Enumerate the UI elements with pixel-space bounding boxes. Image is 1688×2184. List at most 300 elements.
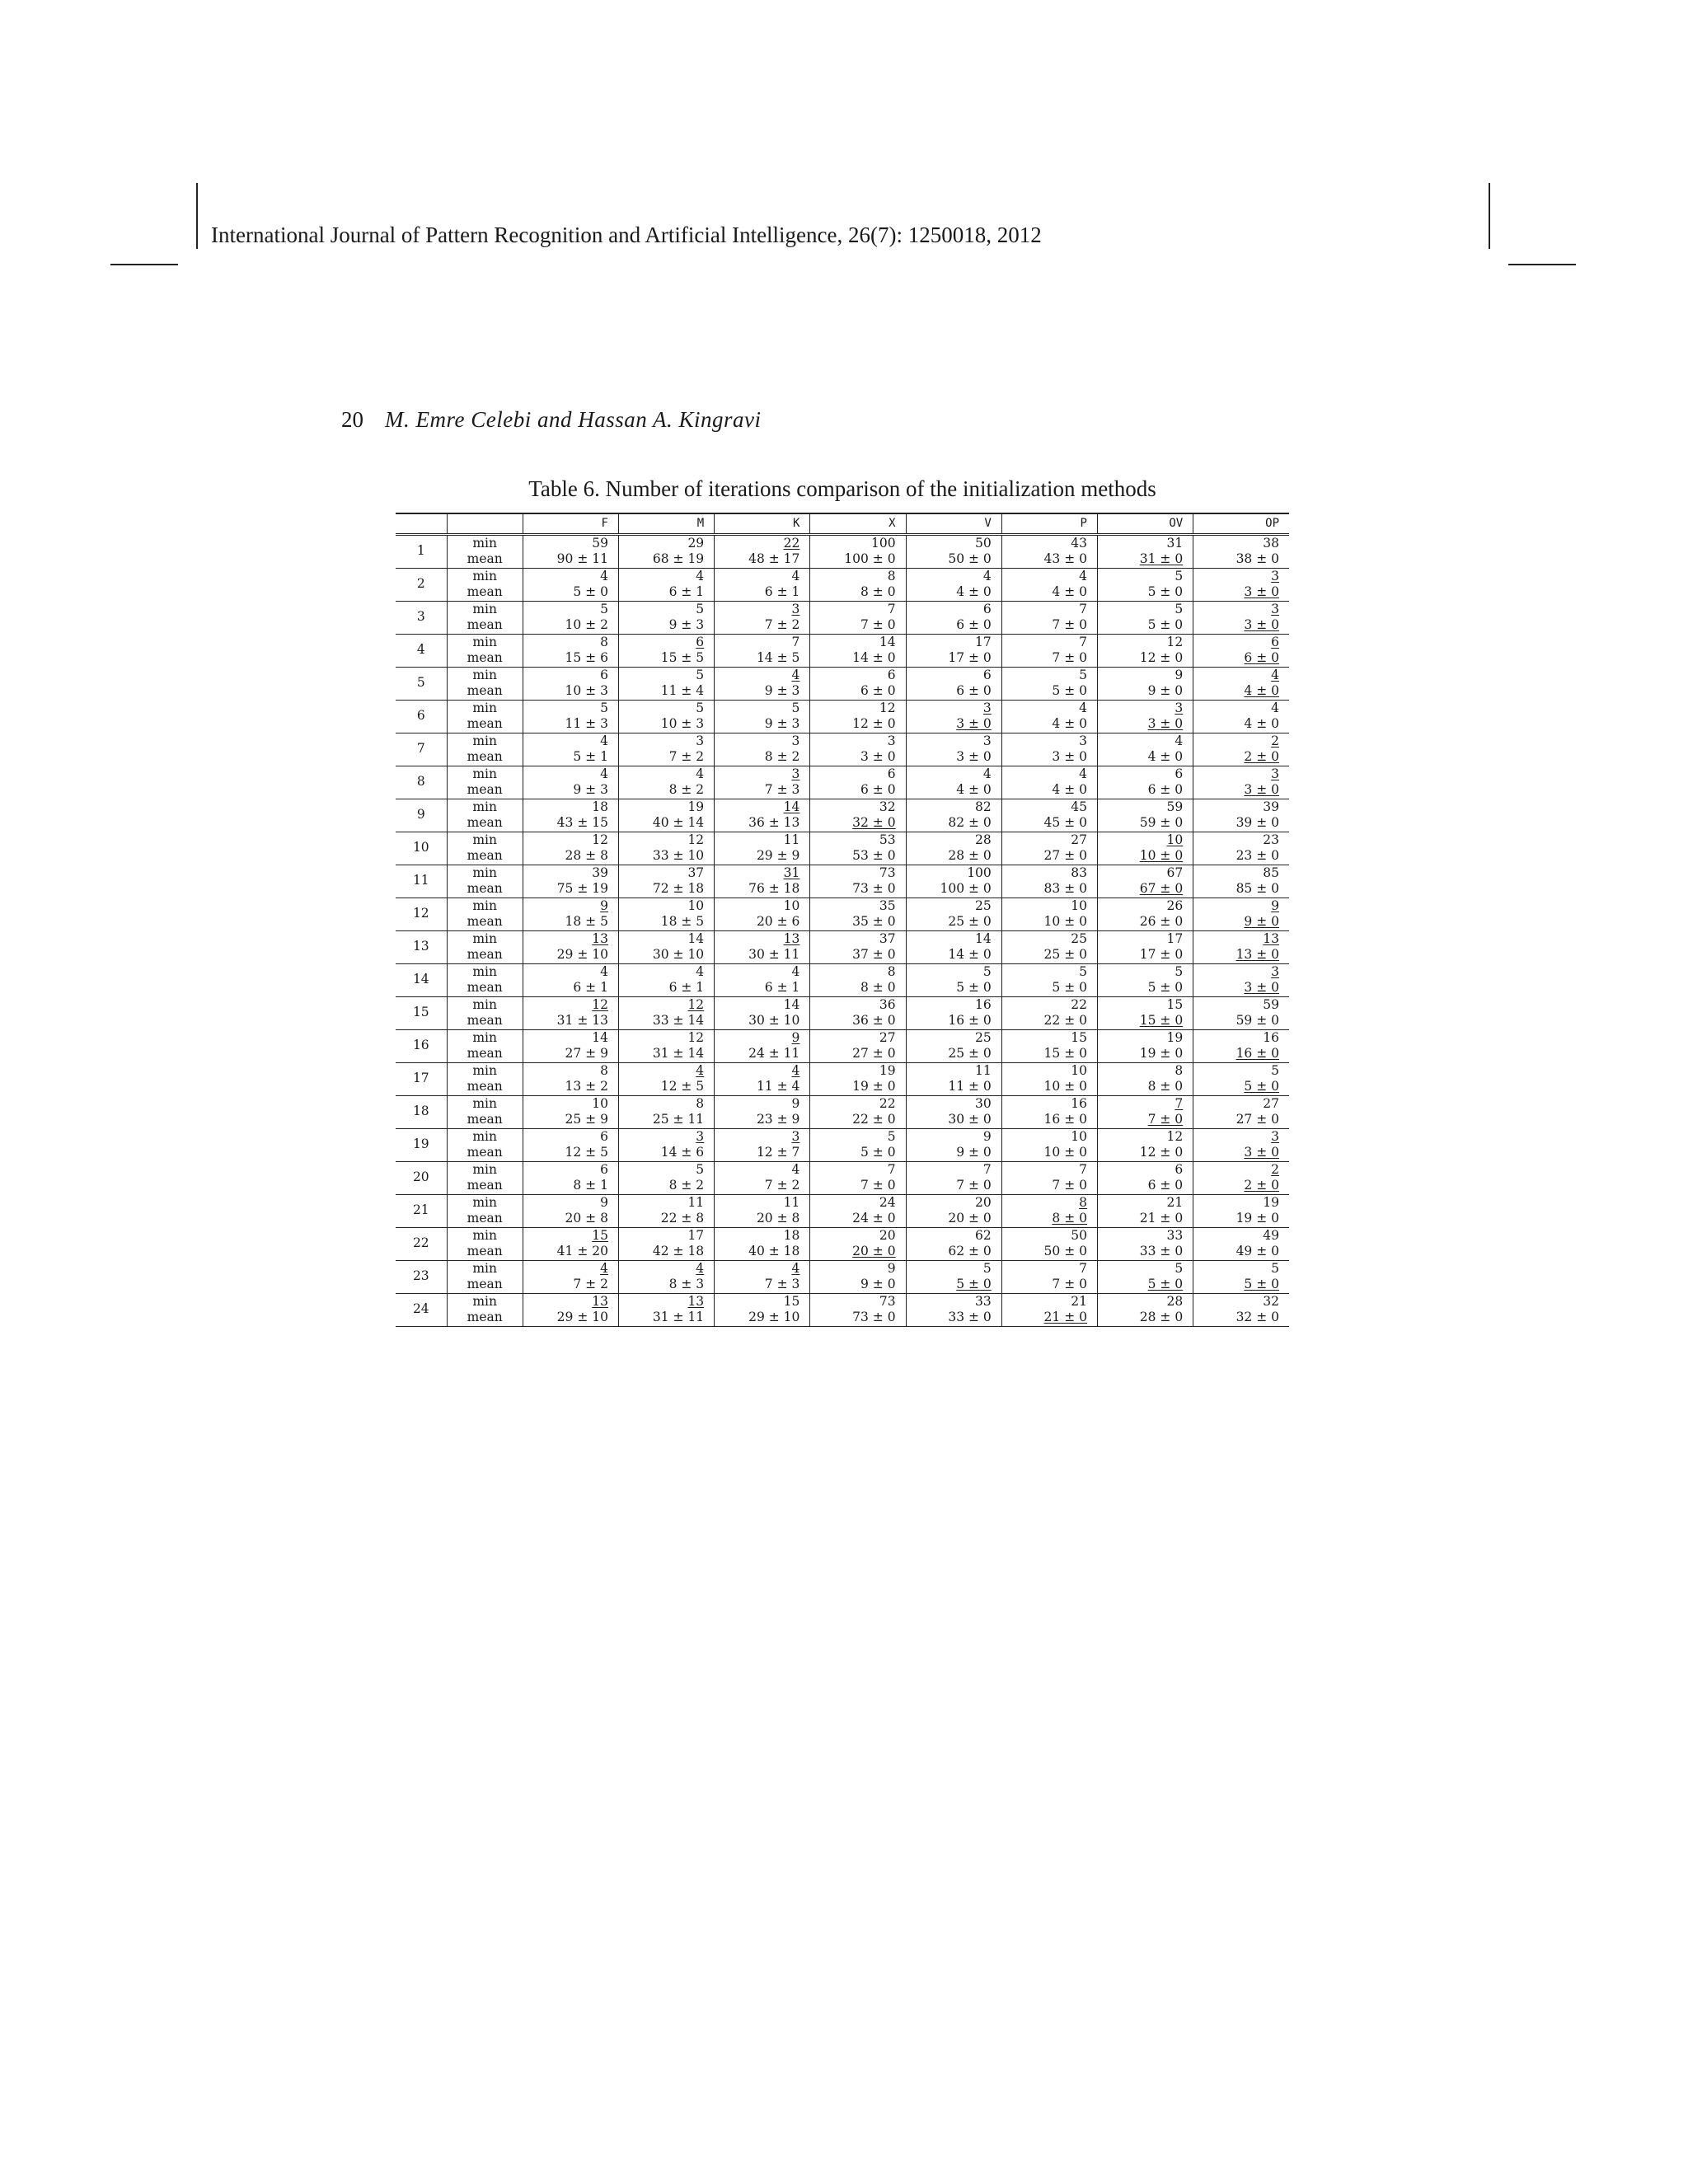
best-value: 3 (791, 766, 800, 781)
table-cell: 10 ± 0 (1001, 914, 1097, 930)
table-cell: 14 (906, 930, 1001, 947)
table-cell: 8 ± 3 (618, 1277, 714, 1293)
table-cell: 7 (810, 1161, 906, 1178)
table-cell: 33 (906, 1293, 1001, 1310)
dataset-index: 2 (396, 568, 447, 601)
best-value: 5 ± 0 (1244, 1277, 1279, 1291)
table-cell: 5 (1097, 601, 1193, 617)
table-cell (1193, 1079, 1289, 1095)
table-row-mean (396, 650, 1289, 667)
stat-label: mean (447, 584, 523, 601)
table-cell: 75 ± 19 (523, 881, 618, 898)
table-cell: 8 (1097, 1062, 1193, 1079)
table-cell: 12 (1097, 634, 1193, 650)
best-value: 13 (592, 1293, 608, 1309)
table-cell: 5 (1193, 1260, 1289, 1277)
table-cell (1001, 1310, 1097, 1326)
table-cell: 5 (715, 700, 810, 716)
table-cell: 4 (1193, 700, 1289, 716)
table-cell: 27 ± 0 (1193, 1112, 1289, 1128)
table-cell: 43 ± 15 (523, 815, 618, 832)
table-cell: 4 ± 0 (1001, 584, 1097, 601)
page-number: 20 (341, 407, 363, 432)
table-cell: 7 ± 3 (715, 782, 810, 799)
table-cell: 5 (1097, 568, 1193, 584)
table-cell: 10 (715, 898, 810, 914)
best-value: 3 (791, 601, 800, 616)
table-cell (1193, 683, 1289, 700)
best-value: 15 (592, 1227, 608, 1243)
table-cell (1193, 1046, 1289, 1062)
table-caption: Table 6. Number of iterations comparison of the initialization methods (528, 476, 1156, 501)
table-cell: 22 (810, 1095, 906, 1112)
stat-label: min (447, 1161, 523, 1178)
stat-label: min (447, 1062, 523, 1079)
table-header-row (396, 513, 1289, 534)
table-cell: 9 ± 3 (715, 716, 810, 733)
table-cell: 4 (618, 766, 714, 782)
table-cell: 45 ± 0 (1001, 815, 1097, 832)
table-cell: 9 (715, 1095, 810, 1112)
table-row-min (396, 832, 1289, 848)
stat-label: mean (447, 1145, 523, 1161)
table-cell: 49 ± 0 (1193, 1244, 1289, 1260)
stat-label: min (447, 1260, 523, 1277)
best-value: 8 (1079, 1194, 1087, 1210)
table-cell (1097, 700, 1193, 716)
table-row-mean (396, 815, 1289, 832)
table-cell (1193, 667, 1289, 683)
table-row-min (396, 1161, 1289, 1178)
table-cell: 4 ± 0 (1193, 716, 1289, 733)
stat-label: min (447, 865, 523, 881)
table-cell: 53 ± 0 (810, 848, 906, 865)
best-value: 32 ± 0 (852, 815, 896, 830)
stat-label: min (447, 1029, 523, 1046)
table-cell (523, 930, 618, 947)
table-cell: 25 (906, 898, 1001, 914)
best-value: 5 ± 0 (1244, 1079, 1279, 1094)
stat-label: min (447, 996, 523, 1013)
table-cell: 6 (906, 667, 1001, 683)
table-cell (715, 534, 810, 551)
table-cell: 10 (523, 1095, 618, 1112)
best-value: 3 ± 0 (1147, 716, 1184, 731)
table-cell: 25 ± 0 (1001, 947, 1097, 963)
table-cell: 59 ± 0 (1097, 815, 1193, 832)
table-cell: 9 ± 0 (906, 1145, 1001, 1161)
best-value: 3 ± 0 (1244, 617, 1279, 632)
table-cell (1193, 898, 1289, 914)
table-row-mean (396, 1079, 1289, 1095)
table-cell: 24 ± 0 (810, 1211, 906, 1227)
table-cell: 6 ± 1 (618, 584, 714, 601)
best-value: 13 (687, 1293, 705, 1309)
table-cell: 12 ± 7 (715, 1145, 810, 1161)
stat-label: min (447, 1293, 523, 1310)
table-cell: 6 (1097, 1161, 1193, 1178)
stat-label: min (447, 634, 523, 650)
table-cell: 11 ± 3 (523, 716, 618, 733)
table-cell: 4 ± 0 (1001, 716, 1097, 733)
table-cell: 6 (810, 667, 906, 683)
best-value: 3 ± 0 (956, 716, 992, 731)
table-row-mean (396, 1244, 1289, 1260)
table-cell: 27 (810, 1029, 906, 1046)
table-cell: 4 (715, 1161, 810, 1178)
table-cell: 36 ± 13 (715, 815, 810, 832)
column-header: X (810, 513, 906, 534)
table-cell: 5 ± 0 (810, 1145, 906, 1161)
table-row-min (396, 1095, 1289, 1112)
table-cell: 6 (523, 667, 618, 683)
table-row-min (396, 1293, 1289, 1310)
best-value: 7 (1175, 1095, 1184, 1111)
table-cell: 7 (906, 1161, 1001, 1178)
table-cell: 100 ± 0 (810, 551, 906, 568)
table-cell: 19 ± 0 (1193, 1211, 1289, 1227)
best-value: 22 (783, 535, 800, 551)
table-row-mean (396, 749, 1289, 766)
table-row-min (396, 1194, 1289, 1211)
table-cell: 37 (810, 930, 906, 947)
table-cell (1193, 650, 1289, 667)
table-cell: 29 ± 10 (715, 1310, 810, 1326)
table-cell: 31 ± 11 (618, 1310, 714, 1326)
table-cell: 82 ± 0 (906, 815, 1001, 832)
table-cell (1193, 634, 1289, 650)
dataset-index: 14 (396, 963, 447, 996)
stat-label: mean (447, 1079, 523, 1095)
table-cell: 6 (523, 1161, 618, 1178)
table-cell: 16 (1001, 1095, 1097, 1112)
table-cell: 4 (1097, 733, 1193, 749)
table-cell: 42 ± 18 (618, 1244, 714, 1260)
table-cell: 4 ± 0 (1001, 782, 1097, 799)
table-cell: 7 ± 0 (906, 1178, 1001, 1194)
table-cell: 72 ± 18 (618, 881, 714, 898)
stat-label: mean (447, 947, 523, 963)
table-cell: 6 (1097, 766, 1193, 782)
dataset-index: 4 (396, 634, 447, 667)
table-cell: 38 (1193, 534, 1289, 551)
table-row-min (396, 799, 1289, 815)
table-cell: 16 ± 0 (906, 1013, 1001, 1029)
table-cell (1193, 766, 1289, 782)
table-cell: 30 ± 10 (715, 1013, 810, 1029)
table-cell (1097, 881, 1193, 898)
dataset-index: 24 (396, 1293, 447, 1326)
best-value: 3 ± 0 (1244, 980, 1279, 995)
header-right-rule (1489, 183, 1490, 249)
stat-label: mean (447, 848, 523, 865)
best-value: 3 ± 0 (1244, 584, 1279, 599)
table-cell (1193, 733, 1289, 749)
table-row-mean (396, 1145, 1289, 1161)
table-cell: 4 (1001, 766, 1097, 782)
table-cell (523, 1227, 618, 1244)
table-cell: 5 (1097, 963, 1193, 980)
table-cell (715, 799, 810, 815)
table-cell: 7 ± 2 (618, 749, 714, 766)
table-cell: 8 (810, 568, 906, 584)
table-cell: 5 (1001, 667, 1097, 683)
table-cell: 21 ± 0 (1097, 1211, 1193, 1227)
best-value: 3 (1271, 1128, 1279, 1144)
table-cell: 35 (810, 898, 906, 914)
table-cell: 20 (906, 1194, 1001, 1211)
table-cell: 8 ± 0 (1097, 1079, 1193, 1095)
table-cell: 10 (1001, 1062, 1097, 1079)
table-cell: 5 (906, 963, 1001, 980)
column-header: K (715, 513, 810, 534)
stat-label: min (447, 733, 523, 749)
table-cell: 10 ± 3 (523, 683, 618, 700)
table-cell: 10 ± 3 (618, 716, 714, 733)
table-cell: 11 ± 0 (906, 1079, 1001, 1095)
table-cell: 12 (1097, 1128, 1193, 1145)
table-row-mean (396, 551, 1289, 568)
table-cell: 4 ± 0 (906, 782, 1001, 799)
table-cell: 6 ± 0 (1097, 782, 1193, 799)
table-cell: 20 ± 8 (715, 1211, 810, 1227)
table-cell: 33 ± 14 (618, 1013, 714, 1029)
table-cell (1193, 1128, 1289, 1145)
table-cell: 10 ± 0 (1001, 1145, 1097, 1161)
table-cell: 9 (906, 1128, 1001, 1145)
table-cell: 59 ± 0 (1193, 1013, 1289, 1029)
table-cell: 90 ± 11 (523, 551, 618, 568)
table-cell: 4 (523, 568, 618, 584)
table-cell: 33 ± 0 (906, 1310, 1001, 1326)
best-value: 4 (600, 1260, 608, 1276)
table-cell: 10 ± 0 (1001, 1079, 1097, 1095)
column-header: OP (1193, 513, 1289, 534)
table-cell: 6 ± 0 (1097, 1178, 1193, 1194)
table-row-mean (396, 716, 1289, 733)
table-cell: 39 (523, 865, 618, 881)
iterations-table (396, 513, 1289, 1327)
best-value: 13 (592, 930, 608, 946)
table-cell: 18 ± 5 (523, 914, 618, 930)
table-cell: 10 (618, 898, 714, 914)
table-cell: 25 (906, 1029, 1001, 1046)
table-cell: 59 (1193, 996, 1289, 1013)
best-value: 4 (791, 1062, 800, 1078)
stat-label: min (447, 534, 523, 551)
table-cell: 19 ± 0 (810, 1079, 906, 1095)
table-cell: 6 ± 0 (810, 683, 906, 700)
table-cell (618, 1260, 714, 1277)
table-cell: 12 (810, 700, 906, 716)
table-cell (715, 1062, 810, 1079)
table-cell (1097, 716, 1193, 733)
table-cell: 6 ± 0 (906, 683, 1001, 700)
table-cell: 7 ± 0 (1001, 617, 1097, 634)
best-value: 15 ± 0 (1139, 1013, 1184, 1028)
table-cell: 62 (906, 1227, 1001, 1244)
table-cell: 7 ± 2 (715, 617, 810, 634)
stat-label: min (447, 1128, 523, 1145)
table-cell: 11 ± 4 (618, 683, 714, 700)
table-row-mean (396, 584, 1289, 601)
best-value: 4 (696, 1260, 705, 1276)
table-cell (715, 766, 810, 782)
table-cell: 4 ± 0 (1097, 749, 1193, 766)
table-cell: 14 (810, 634, 906, 650)
table-cell: 5 (523, 601, 618, 617)
table-cell (1193, 1277, 1289, 1293)
table-cell: 49 (1193, 1227, 1289, 1244)
stat-label: mean (447, 782, 523, 799)
best-value: 12 (687, 996, 705, 1012)
table-cell (618, 634, 714, 650)
table-cell: 25 ± 11 (618, 1112, 714, 1128)
table-cell: 29 ± 10 (523, 1310, 618, 1326)
stat-label: min (447, 568, 523, 584)
table-cell: 5 ± 0 (1097, 617, 1193, 634)
table-cell (1193, 980, 1289, 996)
best-value: 31 (783, 865, 800, 880)
table-cell: 3 (906, 733, 1001, 749)
table-cell: 15 (1001, 1029, 1097, 1046)
column-header: M (618, 513, 714, 534)
table-cell (1193, 1178, 1289, 1194)
table-cell: 8 (523, 1062, 618, 1079)
table-cell: 8 ± 2 (618, 782, 714, 799)
table-cell: 11 (618, 1194, 714, 1211)
best-value: 4 (791, 667, 800, 682)
table-cell: 20 ± 6 (715, 914, 810, 930)
table-cell (1193, 568, 1289, 584)
table-cell (618, 996, 714, 1013)
table-cell: 19 (1193, 1194, 1289, 1211)
table-cell: 3 (715, 733, 810, 749)
best-value: 3 (1271, 601, 1279, 616)
table-cell (906, 1277, 1001, 1293)
table-cell: 15 (715, 1293, 810, 1310)
table-cell: 23 ± 0 (1193, 848, 1289, 865)
best-value: 67 ± 0 (1139, 881, 1184, 896)
table-cell (1097, 1095, 1193, 1112)
table-row-mean (396, 1046, 1289, 1062)
table-cell: 8 ± 0 (810, 584, 906, 601)
table-cell (523, 1293, 618, 1310)
table-row-min (396, 930, 1289, 947)
stat-label: min (447, 601, 523, 617)
best-value: 10 ± 0 (1139, 848, 1184, 863)
table-cell: 14 (715, 996, 810, 1013)
table-cell: 22 (1001, 996, 1097, 1013)
table-cell: 27 ± 9 (523, 1046, 618, 1062)
table-cell (715, 1260, 810, 1277)
table-cell: 20 ± 0 (906, 1211, 1001, 1227)
table-cell: 33 ± 0 (1097, 1244, 1193, 1260)
table-cell: 14 ± 0 (810, 650, 906, 667)
table-cell: 30 ± 0 (906, 1112, 1001, 1128)
best-value: 3 (1271, 568, 1279, 583)
table-cell: 16 (1193, 1029, 1289, 1046)
table-cell: 12 (618, 1029, 714, 1046)
best-value: 5 ± 0 (956, 1277, 992, 1291)
table-cell: 12 ± 0 (810, 716, 906, 733)
table-cell: 30 ± 10 (618, 947, 714, 963)
best-value: 3 (1271, 766, 1279, 781)
table-cell: 17 (1097, 930, 1193, 947)
table-cell: 4 (906, 568, 1001, 584)
stat-label: mean (447, 617, 523, 634)
column-header: F (523, 513, 618, 534)
table-cell: 28 (1097, 1293, 1193, 1310)
table-cell: 11 (715, 832, 810, 848)
table-cell: 22 ± 8 (618, 1211, 714, 1227)
table-cell: 5 (906, 1260, 1001, 1277)
best-value: 3 (1175, 700, 1184, 715)
table-cell (1193, 947, 1289, 963)
best-value: 4 (696, 1062, 705, 1078)
table-cell: 6 ± 1 (715, 584, 810, 601)
table-cell: 33 (1097, 1227, 1193, 1244)
best-value: 13 (783, 930, 800, 946)
table-cell (618, 1293, 714, 1310)
table-cell: 50 ± 0 (1001, 1244, 1097, 1260)
table-row-min (396, 898, 1289, 914)
dataset-index: 8 (396, 766, 447, 799)
table-row-min (396, 1029, 1289, 1046)
table-cell: 27 ± 0 (810, 1046, 906, 1062)
table-cell: 8 (618, 1095, 714, 1112)
table-row-min (396, 963, 1289, 980)
table-cell: 22 ± 0 (810, 1112, 906, 1128)
table-cell (523, 996, 618, 1013)
dataset-index: 10 (396, 832, 447, 865)
table-cell: 11 ± 4 (715, 1079, 810, 1095)
stat-label: min (447, 1194, 523, 1211)
table-cell: 43 (1001, 534, 1097, 551)
table-cell: 83 ± 0 (1001, 881, 1097, 898)
table-cell: 73 (810, 1293, 906, 1310)
table-cell: 5 (523, 700, 618, 716)
table-row-min (396, 733, 1289, 749)
table-cell: 5 ± 0 (906, 980, 1001, 996)
table-cell: 9 (1097, 667, 1193, 683)
table-cell: 59 (1097, 799, 1193, 815)
table-cell: 6 (906, 601, 1001, 617)
table-cell: 4 (906, 766, 1001, 782)
table-cell: 17 ± 0 (906, 650, 1001, 667)
table-cell: 3 (810, 733, 906, 749)
table-row-mean (396, 1112, 1289, 1128)
table-cell: 19 (810, 1062, 906, 1079)
table-cell (618, 1128, 714, 1145)
dataset-index: 9 (396, 799, 447, 832)
table-row-min (396, 1260, 1289, 1277)
table-cell: 12 ± 5 (618, 1079, 714, 1095)
dataset-index: 23 (396, 1260, 447, 1293)
dataset-index: 22 (396, 1227, 447, 1260)
dataset-index: 15 (396, 996, 447, 1029)
table-cell: 7 ± 0 (810, 617, 906, 634)
best-value: 3 (696, 1128, 705, 1144)
table-cell: 68 ± 19 (618, 551, 714, 568)
table-cell: 50 ± 0 (906, 551, 1001, 568)
table-cell: 32 (810, 799, 906, 815)
table-row-min (396, 766, 1289, 782)
table-row-min (396, 534, 1289, 551)
table-cell: 15 (1097, 996, 1193, 1013)
table-cell: 8 ± 1 (523, 1178, 618, 1194)
table-cell: 7 ± 0 (1001, 1178, 1097, 1194)
